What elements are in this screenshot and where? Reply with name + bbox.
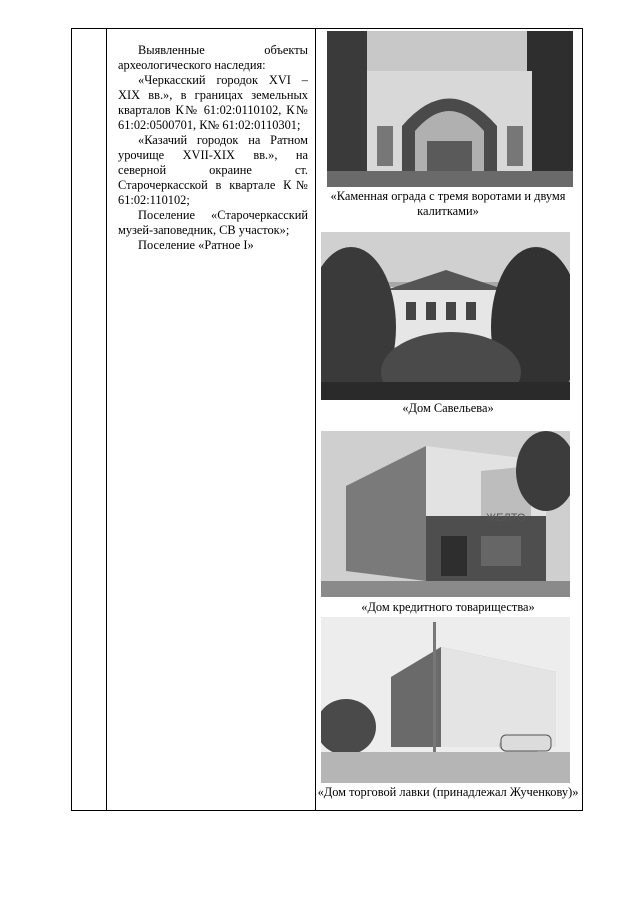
stone-gate-photo [327, 31, 573, 187]
paragraph: «Черкасский городок XVI – XIX вв.», в границах земельных кварталов К№ 61:02:0110102, К№ 61:02:0500701, К№ 61:02:0110301; [118, 73, 308, 132]
table-divider [106, 29, 107, 810]
paragraph: «Казачий городок на Ратном урочище XVII-XIX вв.», на северной окраине ст. Старочеркасской в квартале К№ 61:02:110102; [118, 133, 308, 207]
mural-sign: ЖЕЛТО [486, 512, 526, 524]
document-table [71, 28, 583, 811]
building-with-mural-photo [321, 431, 570, 597]
shop-building-photo [321, 617, 570, 783]
paragraph: Поселение «Старочеркасский музей-заповедник, СВ участок»; [118, 208, 308, 237]
house-among-trees-photo [321, 232, 570, 400]
table-divider [315, 29, 316, 810]
photo-caption: «Дом кредитного товарищества» [361, 600, 535, 614]
paragraph: Поселение «Ратное I» [138, 238, 254, 252]
photo-caption: «Каменная ограда с тремя воротами и двумя калитками» [330, 189, 566, 218]
paragraph: Выявленные объекты археологического наследия: [118, 43, 308, 72]
photo-caption: «Дом торговой лавки (принадлежал Жученкову)» [317, 785, 579, 799]
photo-caption: «Дом Савельева» [402, 401, 494, 415]
archaeological-objects-text [118, 43, 308, 253]
